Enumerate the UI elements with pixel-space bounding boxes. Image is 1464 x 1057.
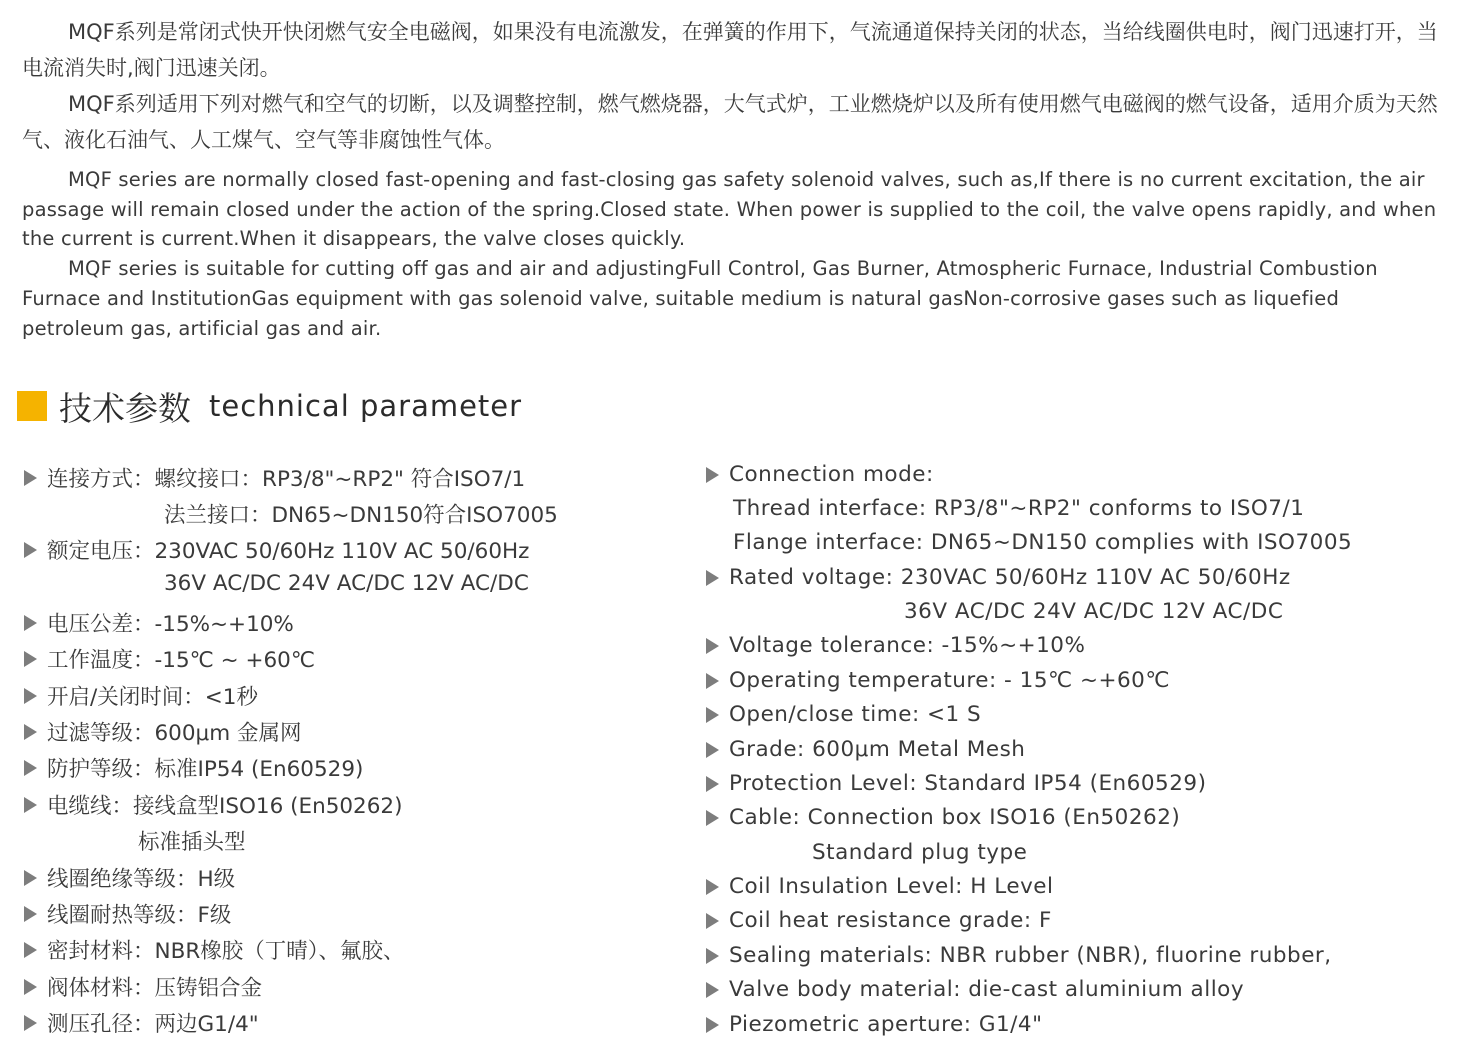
param-cn-voltage-text: 额定电压：230VAC 50/60Hz 110V AC 50/60Hz [47, 539, 530, 564]
param-cn-tolerance [24, 607, 294, 638]
param-en-body-text: Valve body material: die-cast aluminium alloy [729, 977, 1245, 1002]
param-en-open-close [706, 702, 981, 727]
param-cn-connection [24, 462, 525, 493]
triangle-bullet-icon [706, 776, 719, 792]
param-en-heat [706, 908, 1052, 933]
intro-en-block [22, 165, 1442, 343]
triangle-bullet-icon [24, 542, 37, 558]
triangle-bullet-icon [706, 913, 719, 929]
param-en-connection-text: Connection mode: [729, 462, 934, 487]
param-cn-aperture [24, 1007, 259, 1038]
param-cn-cable-text: 电缆线：接线盒型ISO16 (En50262) [47, 794, 403, 819]
param-en-aperture [706, 1012, 1042, 1037]
param-en-voltage-2: 36V AC/DC 24V AC/DC 12V AC/DC [904, 599, 1284, 624]
intro-en-paragraph-2: MQF series is suitable for cutting off gas and air and adjustingFull Control, Gas Burner, Atmospheric Furnace, Industrial Combustion Furnace and InstitutionGas equipment with gas solenoid valve, suitable medium is natural gasNon-corrosive gases such as liquefied petroleum gas, artificial gas and air. [22, 257, 1378, 340]
param-en-grade-text: Grade: 600μm Metal Mesh [729, 737, 1026, 762]
param-en-sealing [706, 943, 1332, 968]
param-cn-voltage-2: 36V AC/DC 24V AC/DC 12V AC/DC [164, 571, 529, 596]
triangle-bullet-icon [706, 570, 719, 586]
param-cn-protection [24, 752, 363, 783]
param-en-protection-text: Protection Level: Standard IP54 (En60529) [729, 771, 1207, 796]
param-cn-protection-text: 防护等级：标准IP54 (En60529) [47, 757, 364, 782]
param-en-open-close-text: Open/close time: <1 S [729, 702, 982, 727]
param-en-cable-2: Standard plug type [812, 840, 1028, 865]
triangle-bullet-icon [706, 1017, 719, 1033]
heading-cn: 技术参数 [59, 388, 191, 428]
param-cn-filter [24, 716, 302, 747]
triangle-bullet-icon [24, 651, 37, 667]
intro-en-paragraph-1: MQF series are normally closed fast-opening and fast-closing gas safety solenoid valves, such as,If there is no current excitation, the air passage will remain closed under the action of the spring.Closed state. When power is supplied to the coil, the valve opens rapidly, and when the current is current.When it disappears, the valve closes quickly. [22, 168, 1437, 251]
param-cn-sealing [24, 934, 405, 965]
triangle-bullet-icon [706, 638, 719, 654]
param-cn-aperture-text: 测压孔径：两边G1/4" [47, 1012, 259, 1037]
triangle-bullet-icon [706, 467, 719, 483]
triangle-bullet-icon [24, 688, 37, 704]
section-heading [17, 380, 522, 432]
heading-square-icon [17, 391, 47, 421]
param-cn-body-text: 阀体材料：压铸铝合金 [47, 976, 263, 1001]
param-en-cable-text: Cable: Connection box ISO16 (En50262) [729, 805, 1181, 830]
intro-cn-paragraph-1: MQF系列是常闭式快开快闭燃气安全电磁阀，如果没有电流激发，在弹簧的作用下，气流通道保持关闭的状态，当给线圈供电时，阀门迅速打开，当电流消失时,阀门迅速关闭。 [22, 20, 1438, 80]
triangle-bullet-icon [706, 982, 719, 998]
triangle-bullet-icon [24, 870, 37, 886]
param-en-voltage-text: Rated voltage: 230VAC 50/60Hz 110V AC 50/60Hz [729, 565, 1291, 590]
param-cn-insulation [24, 862, 235, 893]
intro-cn-paragraph-2: MQF系列适用下列对燃气和空气的切断，以及调整控制，燃气燃烧器，大气式炉，工业燃烧炉以及所有使用燃气电磁阀的燃气设备，适用介质为天然气、液化石油气、人工煤气、空气等非腐蚀性气体。 [22, 92, 1438, 152]
param-cn-connection-2: 法兰接口：DN65~DN150符合ISO7005 [164, 503, 558, 528]
param-cn-temperature-text: 工作温度：-15℃ ~ +60℃ [47, 648, 315, 673]
triangle-bullet-icon [24, 942, 37, 958]
triangle-bullet-icon [24, 906, 37, 922]
param-cn-voltage [24, 534, 529, 565]
param-en-voltage [706, 565, 1291, 590]
triangle-bullet-icon [24, 979, 37, 995]
param-cn-insulation-text: 线圈绝缘等级：H级 [47, 867, 236, 892]
triangle-bullet-icon [706, 742, 719, 758]
param-en-connection-3: Flange interface: DN65~DN150 complies with ISO7005 [733, 530, 1353, 555]
intro-section [22, 14, 1442, 343]
param-cn-tolerance-text: 电压公差：-15%~+10% [47, 612, 294, 637]
param-en-connection [706, 462, 934, 487]
param-en-protection [706, 771, 1206, 796]
triangle-bullet-icon [706, 948, 719, 964]
param-en-grade [706, 737, 1025, 762]
param-en-tolerance-text: Voltage tolerance: -15%~+10% [729, 633, 1086, 658]
param-cn-connection-text: 连接方式：螺纹接口：RP3/8"~RP2" 符合ISO7/1 [47, 467, 526, 492]
heading-en: technical parameter [209, 389, 523, 423]
param-en-connection-2: Thread interface: RP3/8"~RP2" conforms to ISO7/1 [733, 496, 1305, 521]
param-cn-sealing-text: 密封材料：NBR橡胶（丁晴）、氟胶、 [47, 939, 405, 964]
param-cn-temperature [24, 643, 315, 674]
param-en-temperature [706, 668, 1170, 693]
triangle-bullet-icon [24, 724, 37, 740]
param-en-heat-text: Coil heat resistance grade: F [729, 908, 1052, 933]
param-cn-filter-text: 过滤等级：600μm 金属网 [47, 721, 302, 746]
triangle-bullet-icon [706, 673, 719, 689]
triangle-bullet-icon [24, 797, 37, 813]
param-cn-cable [24, 789, 403, 820]
param-cn-heat [24, 898, 231, 929]
param-en-insulation-text: Coil Insulation Level: H Level [729, 874, 1054, 899]
param-cn-cable-2: 标准插头型 [138, 830, 246, 855]
param-cn-body [24, 971, 262, 1002]
triangle-bullet-icon [24, 470, 37, 486]
triangle-bullet-icon [24, 760, 37, 776]
param-en-sealing-text: Sealing materials: NBR rubber (NBR), fluorine rubber, [729, 943, 1332, 968]
triangle-bullet-icon [24, 615, 37, 631]
triangle-bullet-icon [24, 1015, 37, 1031]
param-en-tolerance [706, 633, 1085, 658]
param-en-aperture-text: Piezometric aperture: G1/4" [729, 1012, 1043, 1037]
triangle-bullet-icon [706, 879, 719, 895]
param-cn-open-close-text: 开启/关闭时间：<1秒 [47, 685, 258, 710]
param-en-temperature-text: Operating temperature: - 15℃ ~+60℃ [729, 668, 1171, 693]
param-en-insulation [706, 874, 1054, 899]
triangle-bullet-icon [706, 707, 719, 723]
param-cn-heat-text: 线圈耐热等级：F级 [47, 903, 232, 928]
triangle-bullet-icon [706, 810, 719, 826]
param-en-cable [706, 805, 1180, 830]
param-cn-open-close [24, 680, 258, 711]
param-en-body [706, 977, 1244, 1002]
